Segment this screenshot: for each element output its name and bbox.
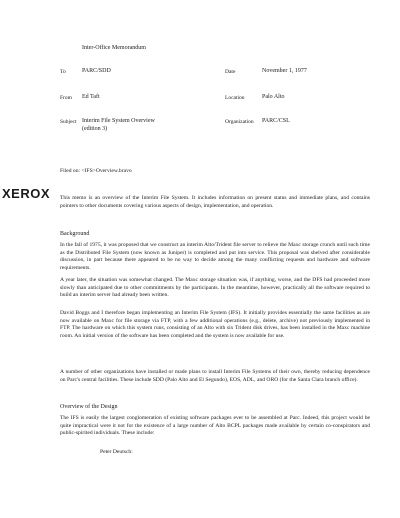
subject-line-2: (edition 3)	[82, 126, 108, 132]
memo-title: Inter-Office Memorandum	[82, 45, 146, 51]
from-value: Ed Taft	[82, 94, 100, 100]
background-paragraph-2: A year later, the situation was somewhat changed. The Maxc storage situation was, if anything, worse, and the DFS had proceeded more slowly than anticipated due to other commitments by the participants. In the meantime, however, practically all the software required to build an interim server had already been written.	[60, 277, 370, 299]
organization-value: PARC/CSL	[262, 118, 290, 124]
background-paragraph-1: In the fall of 1975, it was proposed that we construct an interim Alto/Trident file server to relieve the Maxc storage crunch until such time as the Distributed File System (now known as Juniper) is completed and put into service. This proposal was shelved after considerable discussion, in part because there appeared to be no way to decide among the many conflicting requests and hardware and software requirements.	[60, 242, 370, 271]
to-value: PARC/SDD	[82, 68, 111, 74]
background-heading: Background	[60, 231, 90, 237]
location-value: Palo Alto	[262, 94, 285, 100]
location-label: Location	[225, 95, 245, 101]
date-value: November 1, 1977	[262, 68, 307, 74]
design-paragraph-1: The IFS is easily the largest conglomeration of existing software packages ever to be assembled at Parc. Indeed, this project would be quite impractical were it not for the existence of a large number of Alto BCPL packages made available by certain co-conspirators and public-spirited individuals. These include:	[60, 415, 370, 437]
subject-line-1: Interim File System Overview	[82, 118, 155, 124]
organization-label: Organization	[225, 119, 254, 125]
background-paragraph-4: A number of other organizations have installed or made plans to install Interim File Systems of their own, thereby reducing dependence on Parc's central facilities. These include SDD (Palo Alto and El Segundo), EOS, ADL, and ORO (for the Santa Clara branch office).	[60, 369, 370, 383]
xerox-logo: XEROX	[2, 186, 51, 201]
date-label: Date	[225, 69, 236, 75]
background-paragraph-3: David Boggs and I therefore began implementing an Interim File System (IFS). It initially provides essentially the same facilities as are now available on Maxc for file storage via FTP, with a few additional operations (e.g., delete, archive) not previously implemented in FTP. The hardware on which this system runs, consisting of an Alto with six Trident disk drives, has been installed in the Maxc machine room. An initial version of the software has been completed and the system is now available for use.	[60, 310, 370, 339]
subject-label: Subject	[60, 119, 77, 125]
from-label: From	[60, 95, 72, 101]
design-heading: Overview of the Design	[60, 404, 118, 410]
filed-on: Filed on: <IFS>Overview.bravo	[60, 168, 132, 174]
to-label: To	[60, 69, 66, 75]
intro-paragraph: This memo is an overview of the Interim File System. It includes information on present status and immediate plans, and contains pointers to other documents covering various aspects of design, implementation, and operation.	[60, 195, 370, 209]
design-name: Peter Deutsch:	[100, 449, 133, 455]
